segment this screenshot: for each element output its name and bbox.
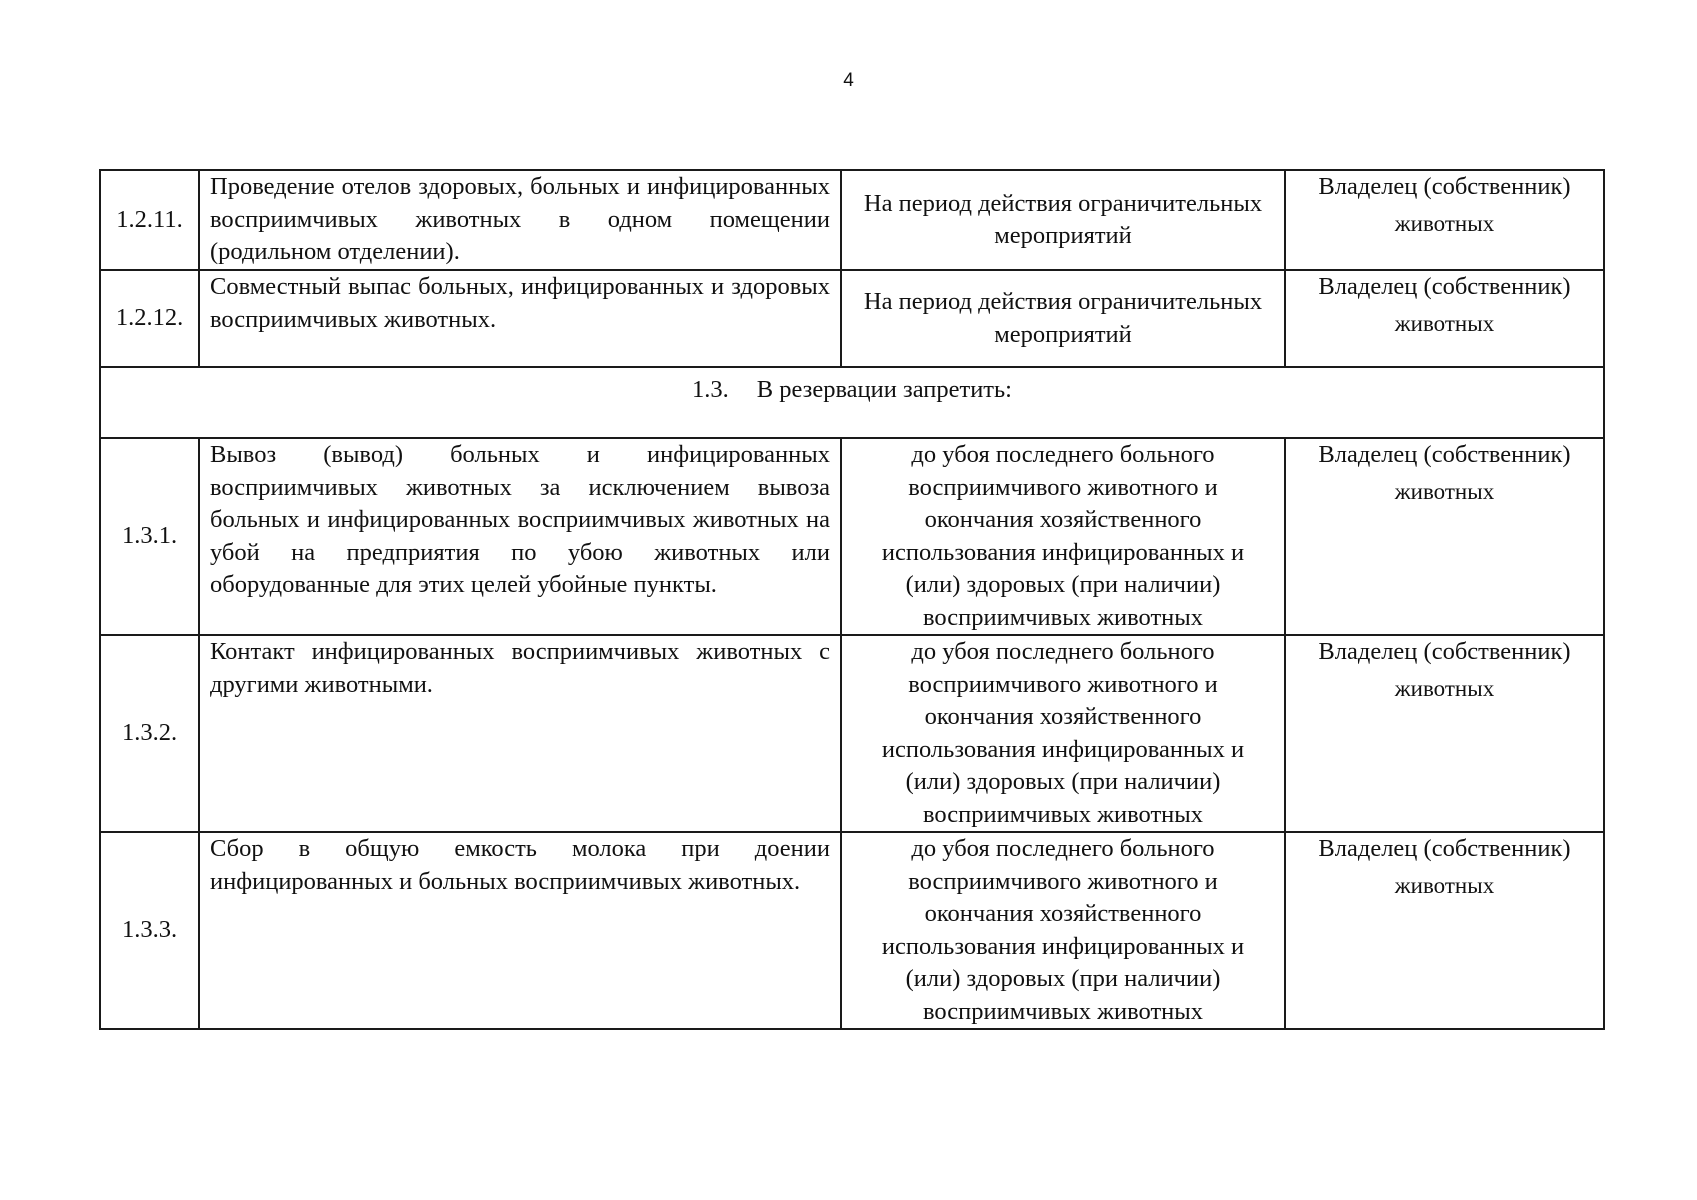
responsible-owner: Владелец (собственник)	[1318, 638, 1571, 665]
item-description: Совместный выпас больных, инфицированных и здоровых восприимчивых животных.	[199, 270, 841, 367]
item-description: Проведение отелов здоровых, больных и инфицированных восприимчивых животных в одном помещении (родильном отделении).	[199, 170, 841, 270]
item-number: 1.3.2.	[100, 635, 199, 832]
item-period: до убоя последнего больного восприимчивого животного и окончания хозяйственного использования инфицированных и (или) здоровых (при наличии) восприимчивых животных	[841, 438, 1285, 635]
item-number: 1.3.3.	[100, 832, 199, 1029]
measures-table	[99, 169, 1605, 1030]
item-period: На период действия ограничительных мероприятий	[841, 270, 1285, 367]
section-heading	[100, 367, 1604, 438]
item-responsible	[1285, 170, 1604, 270]
item-number: 1.3.1.	[100, 438, 199, 635]
item-description: Вывоз (вывод) больных и инфицированных восприимчивых животных за исключением вывоза больных и инфицированных восприимчивых животных на убой на предприятия по убою животных или оборудованные для этих целей убойные пункты.	[199, 438, 841, 635]
section-title: В резервации запретить:	[756, 376, 1012, 403]
table-row	[100, 170, 1604, 270]
responsible-owner: Владелец (собственник)	[1318, 441, 1571, 468]
section-heading-row	[100, 367, 1604, 438]
item-period: до убоя последнего больного восприимчивого животного и окончания хозяйственного использования инфицированных и (или) здоровых (при наличии) восприимчивых животных	[841, 635, 1285, 832]
responsible-animals: животных	[1394, 675, 1495, 701]
responsible-animals: животных	[1394, 210, 1495, 236]
item-responsible	[1285, 635, 1604, 832]
page-number: 4	[843, 70, 854, 91]
table-row	[100, 270, 1604, 367]
table-row	[100, 635, 1604, 832]
item-number: 1.2.12.	[100, 270, 199, 367]
item-responsible	[1285, 832, 1604, 1029]
responsible-animals: животных	[1394, 310, 1495, 336]
responsible-owner: Владелец (собственник)	[1318, 273, 1571, 300]
responsible-animals: животных	[1394, 872, 1495, 898]
responsible-animals: животных	[1394, 478, 1495, 504]
responsible-owner: Владелец (собственник)	[1318, 173, 1571, 200]
responsible-owner: Владелец (собственник)	[1318, 835, 1571, 862]
item-description: Контакт инфицированных восприимчивых животных с другими животными.	[199, 635, 841, 832]
item-period: На период действия ограничительных мероприятий	[841, 170, 1285, 270]
table-row	[100, 832, 1604, 1029]
item-description: Сбор в общую емкость молока при доении инфицированных и больных восприимчивых животных.	[199, 832, 841, 1029]
item-responsible	[1285, 438, 1604, 635]
item-period: до убоя последнего больного восприимчивого животного и окончания хозяйственного использования инфицированных и (или) здоровых (при наличии) восприимчивых животных	[841, 832, 1285, 1029]
section-number: 1.3.	[692, 376, 729, 403]
item-number: 1.2.11.	[100, 170, 199, 270]
table-row	[100, 438, 1604, 635]
item-responsible	[1285, 270, 1604, 367]
